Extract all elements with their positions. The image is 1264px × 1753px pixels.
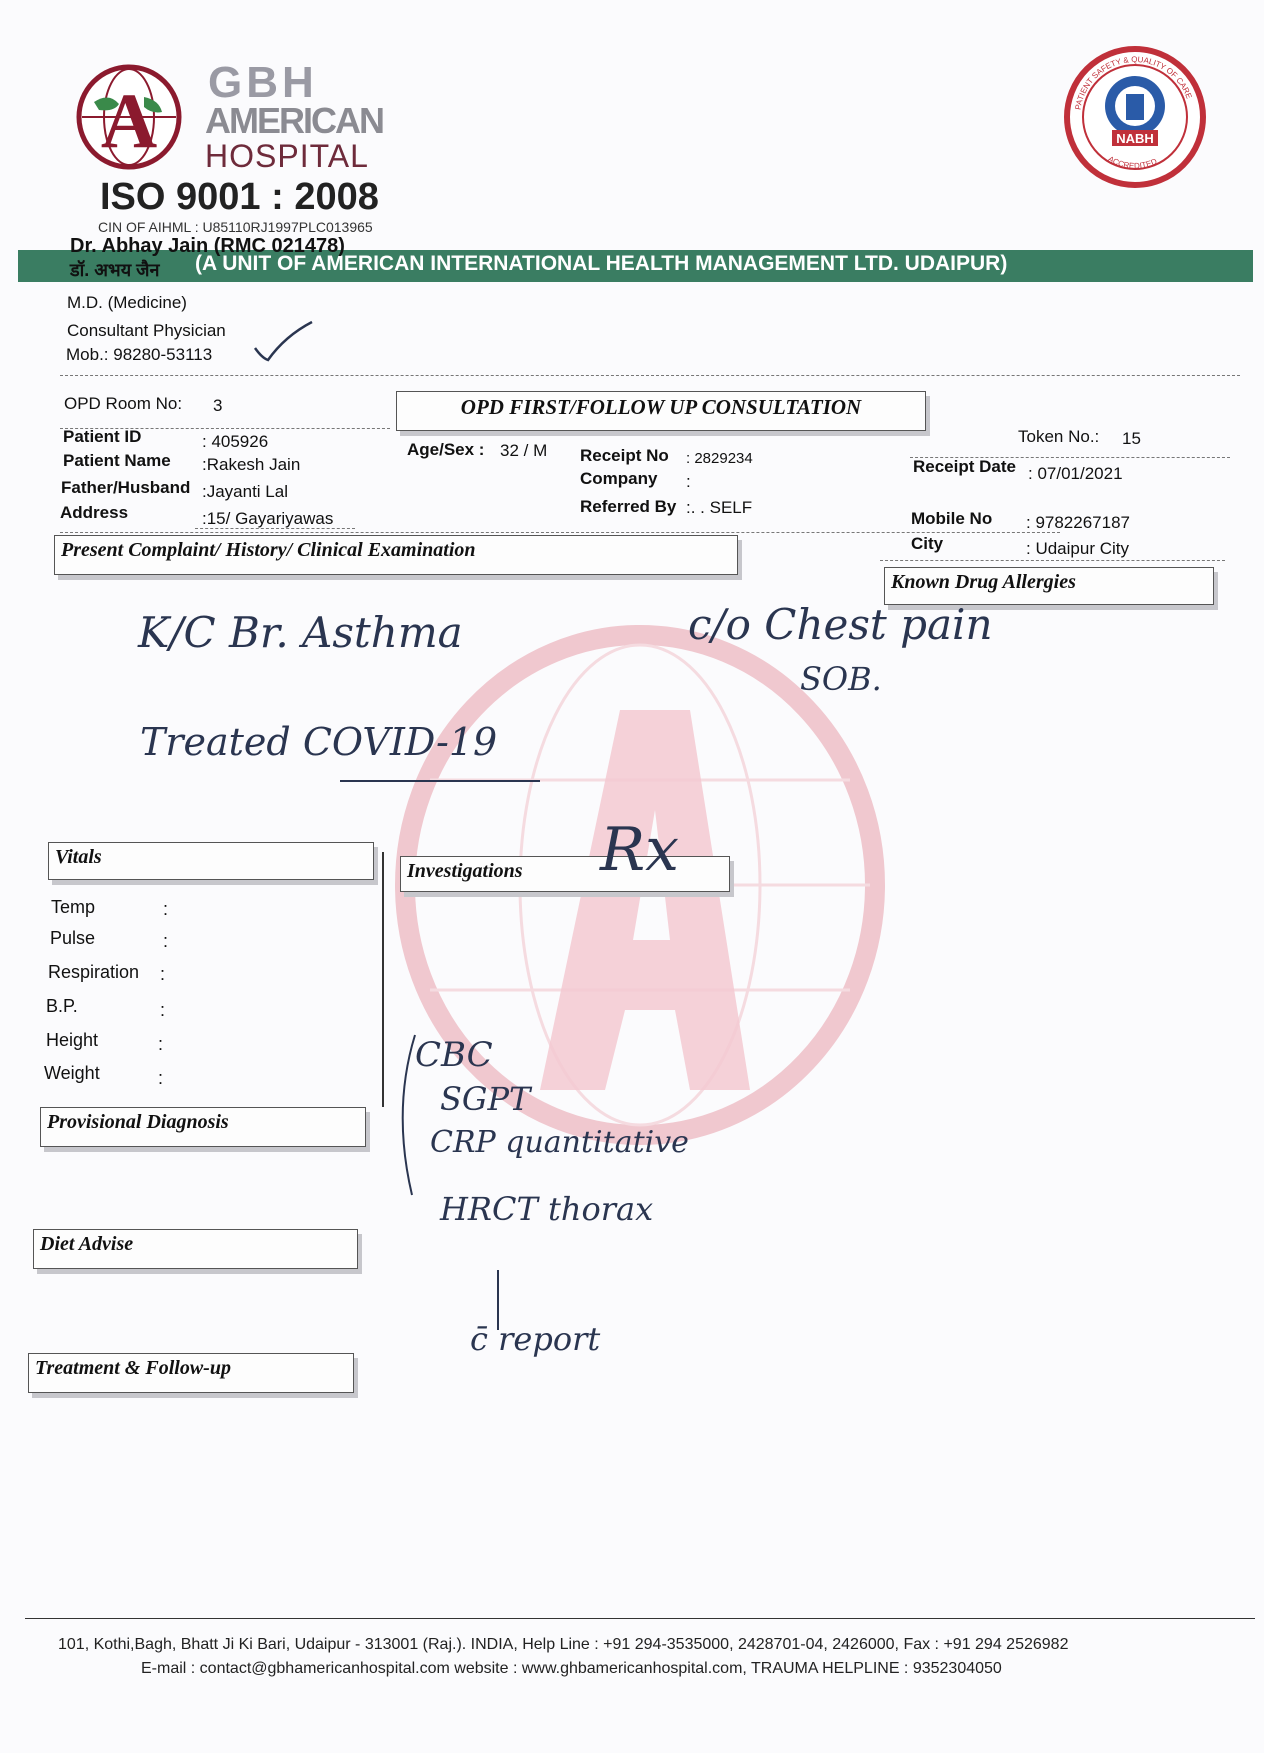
father-husband-label: Father/Husband (61, 478, 191, 497)
doctor-name: Dr. Abhay Jain (RMC 021478) (70, 235, 345, 257)
investigations-section-title: Investigations (400, 856, 730, 892)
divider (195, 528, 355, 529)
handwritten-complaint: c/o Chest pain (688, 600, 993, 649)
handwritten-review: c̄ report (470, 1320, 601, 1358)
city-label: City (911, 534, 944, 553)
patient-id-value: : 405926 (202, 432, 269, 451)
receipt-date-value: : 07/01/2021 (1028, 464, 1123, 483)
diagnosis-section-title: Provisional Diagnosis (40, 1107, 366, 1147)
handwritten-inv-cbc: CBC (415, 1035, 493, 1075)
vital-temp-label: Temp (51, 897, 96, 917)
patient-id-label: Patient ID (63, 427, 142, 446)
token-value: 15 (1122, 429, 1141, 448)
handwritten-rx: Rx (600, 815, 680, 885)
vitals-section-title: Vitals (48, 842, 374, 880)
cin-number: CIN OF AIHML : U85110RJ1997PLC013965 (98, 219, 373, 235)
handwritten-inv-hrct: HRCT thorax (440, 1190, 654, 1228)
svg-text:ACCREDITED: ACCREDITED (1106, 154, 1159, 171)
handwritten-sob: SOB. (800, 660, 882, 698)
receipt-no-label: Receipt No (580, 446, 669, 465)
vital-height-colon: : (158, 1034, 164, 1054)
handwritten-inv-sgpt: SGPT (440, 1080, 531, 1118)
token-label: Token No.: (1018, 427, 1100, 446)
receipt-no-value: : 2829234 (686, 450, 753, 467)
address-value: :15/ Gayariyawas (202, 509, 334, 528)
company-label: Company (580, 469, 658, 488)
divider (60, 375, 1240, 376)
nabh-seal-icon (1062, 44, 1208, 190)
footer-contact: E-mail : contact@gbhamericanhospital.com website : www.ghbamericanhospital.com, TRAUMA HELPLINE : 9352304050 (141, 1660, 1002, 1677)
vital-height-label: Height (46, 1030, 99, 1050)
complaint-section-title: Present Complaint/ History/ Clinical Examination (54, 535, 738, 575)
address-label: Address (60, 503, 129, 522)
vital-respiration-label: Respiration (48, 962, 140, 982)
svg-text:PATIENT SAFETY & QUALITY OF CA: PATIENT SAFETY & QUALITY OF CARE (1073, 54, 1194, 111)
footer-rule (25, 1618, 1255, 1619)
footer-address: 101, Kothi,Bagh, Bhatt Ji Ki Bari, Udaipur - 313001 (Raj.). INDIA, Help Line : +91 294-3535000, 2428701-04, 2426000, Fax : +91 294 2526982 (58, 1636, 1069, 1653)
handwritten-treated: Treated COVID-19 (140, 720, 498, 764)
opd-room-label: OPD Room No: (64, 394, 183, 413)
vital-weight-colon: : (158, 1068, 164, 1088)
vital-temp-colon: : (163, 899, 169, 919)
handwritten-history: K/C Br. Asthma (138, 608, 463, 657)
divider (60, 532, 1060, 533)
vital-bp-label: B.P. (46, 996, 78, 1016)
city-value: : Udaipur City (1026, 539, 1129, 558)
mobile-no-label: Mobile No (911, 509, 993, 528)
vital-weight-label: Weight (44, 1063, 100, 1083)
handwritten-underline (340, 780, 540, 782)
vital-pulse-label: Pulse (50, 928, 96, 948)
doctor-mobile: Mob.: 98280-53113 (66, 345, 213, 364)
age-sex-label: Age/Sex : (407, 440, 485, 459)
company-value: : (686, 472, 691, 491)
logo-hospital: HOSPITAL (205, 138, 369, 174)
doctor-name-hindi: डॉ. अभय जैन (70, 260, 160, 280)
mobile-no-value: : 9782267187 (1026, 513, 1130, 532)
patient-name-label: Patient Name (63, 451, 171, 470)
svg-text:A: A (100, 77, 158, 164)
vital-bp-colon: : (160, 1000, 166, 1020)
receipt-date-label: Receipt Date (913, 457, 1016, 476)
doctor-title: Consultant Physician (67, 321, 226, 340)
treatment-section-title: Treatment & Follow-up (28, 1353, 354, 1393)
referred-by-value: :. . SELF (686, 498, 753, 517)
patient-name-value: :Rakesh Jain (202, 455, 301, 474)
vertical-divider (382, 852, 384, 1107)
father-husband-value: :Jayanti Lal (202, 482, 288, 501)
hospital-logo-icon (74, 62, 184, 172)
doctor-degree: M.D. (Medicine) (67, 293, 187, 312)
referred-by-label: Referred By (580, 497, 677, 516)
form-title: OPD FIRST/FOLLOW UP CONSULTATION (396, 391, 926, 431)
tick-mark-icon (250, 318, 320, 368)
iso-certification: ISO 9001 : 2008 (100, 176, 379, 218)
handwritten-inv-crp: CRP quantitative (430, 1125, 689, 1160)
allergies-section-title: Known Drug Allergies (884, 567, 1214, 605)
vital-respiration-colon: : (160, 964, 166, 984)
vital-pulse-colon: : (163, 931, 169, 951)
svg-text:NABH: NABH (1116, 131, 1154, 146)
age-sex-value: 32 / M (500, 441, 548, 460)
diet-section-title: Diet Advise (33, 1229, 358, 1269)
logo-gbh: GBH (208, 58, 318, 107)
divider (880, 560, 1225, 561)
logo-american: AMERICAN (205, 100, 383, 141)
header-band-text: (A UNIT OF AMERICAN INTERNATIONAL HEALTH MANAGEMENT LTD. UDAIPUR) (195, 252, 1008, 275)
opd-room-value: 3 (213, 396, 223, 415)
